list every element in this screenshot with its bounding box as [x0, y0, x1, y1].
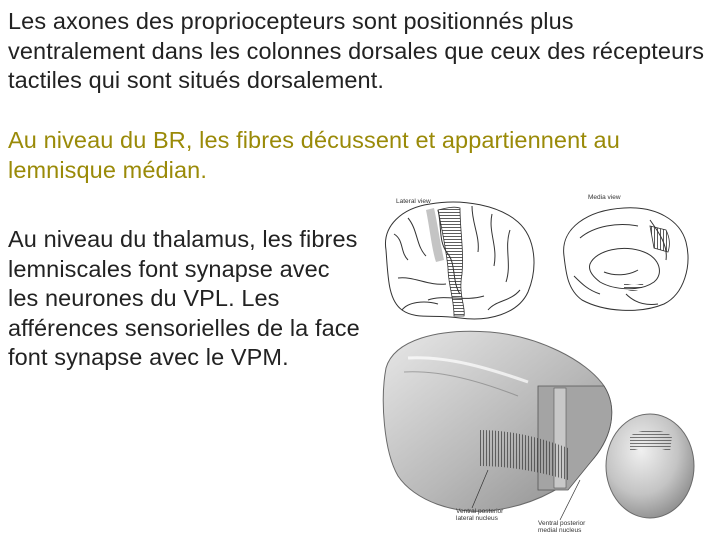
paragraph-proprioceptors: Les axones des propriocepteurs sont positionnés plus ventralement dans les colonnes dorsales que ceux des récepteurs tactiles qui sont situés dorsalement.: [8, 8, 705, 93]
paragraph-brainstem-decussation: Au niveau du BR, les fibres décussent et appartiennent au lemnisque médian.: [8, 127, 620, 183]
brain-figure: [368, 190, 720, 540]
vpm-label-line1: Ventral posterior: [538, 520, 586, 527]
medial-brain-outline: [564, 208, 688, 311]
medial-hatched-region: [650, 226, 669, 252]
medial-small-hatch: [624, 282, 644, 291]
vpm-label-line2: medial nucleus: [538, 527, 582, 534]
lateral-view-label: Lateral view: [396, 198, 431, 205]
lateral-hatched-region: [438, 207, 464, 316]
vpl-label-line2: lateral nucleus: [456, 515, 498, 522]
paragraph-thalamus: Au niveau du thalamus, les fibres lemniscales font synapse avec les neurones du VPL. Les afférences sensorielles de la face font synapse avec le VPM.: [8, 226, 360, 370]
brain-illustration: [368, 190, 720, 540]
vpl-label-line1: Ventral posterior: [456, 508, 504, 515]
pulvinar-sphere: [606, 414, 694, 518]
medial-view-label: Media view: [588, 194, 621, 201]
